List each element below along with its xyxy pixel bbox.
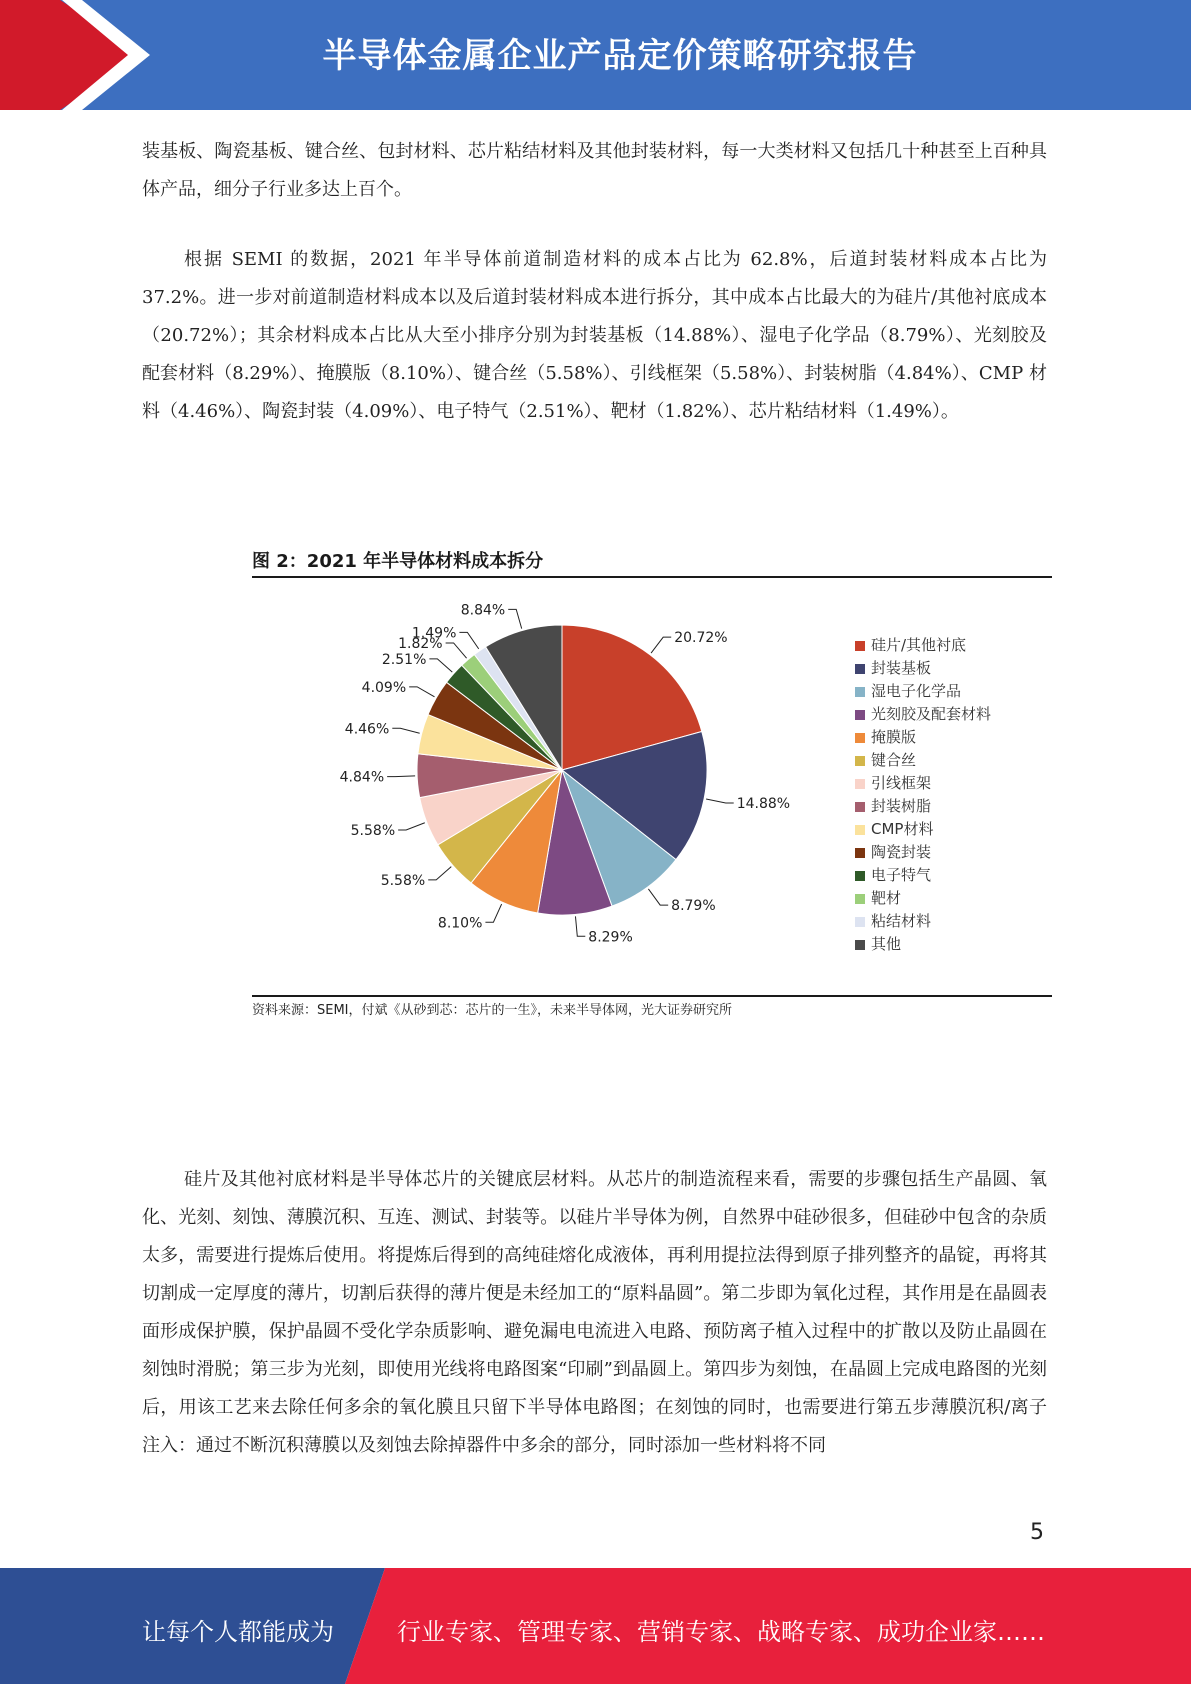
pie-leader-line [651,637,671,653]
legend-swatch [855,687,865,697]
pie-data-label: 5.58% [380,872,426,889]
pie-leader-line [392,728,419,733]
paragraph-3: 硅片及其他衬底材料是半导体芯片的关键底层材料。从芯片的制造流程来看，需要的步骤包括生产晶圆、氧化、光刻、刻蚀、薄膜沉积、互连、测试、封装等。以硅片半导体为例，自然界中硅砂很多，但硅砂中包含的杂质太多，需要进行提炼后使用。将提炼后得到的高纯硅熔化成液体，再利用提拉法得到原子排列整齐的晶锭，再将其切割成一定厚度的薄片，切割后获得的薄片便是未经加工的“原料晶圆”。第二步即为氧化过程，其作用是在晶圆表面形成保护膜，保护晶圆不受化学杂质影响、避免漏电电流进入电路、预防离子植入过程中的扩散以及防止晶圆在刻蚀时滑脱；第三步为光刻，即使用光线将电路图案“印刷”到晶圆上。第四步为刻蚀，在晶圆上完成电路图的光刻后，用该工艺来去除任何多余的氧化膜且只留下半导体电路图；在刻蚀的同时，也需要进行第五步薄膜沉积/离子注入：通过不断沉积薄膜以及刻蚀去除掉器件中多余的部分，同时添加一些材料将不同 [142,1169,1047,1456]
legend-swatch [855,779,865,789]
pie-leader-line [575,916,585,936]
header-red-arrow [0,0,145,110]
legend-label: 湿电子化学品 [871,682,962,700]
legend-item [855,634,991,657]
figure-title: 图 2：2021 年半导体材料成本拆分 [252,551,544,572]
pie-leader-line [648,889,668,905]
pie-leader-line [387,776,415,777]
legend-swatch [855,917,865,927]
pie-data-label: 8.79% [671,898,716,915]
legend-item [855,818,991,841]
legend-item [855,933,991,956]
legend-swatch [855,825,865,835]
document-title: 半导体金属企业产品定价策略研究报告 [322,36,918,76]
legend-item [855,841,991,864]
legend-swatch [855,733,865,743]
legend-item [855,749,991,772]
pie-data-label: 4.84% [339,769,385,786]
pie-data-label: 8.29% [588,929,633,946]
legend-item [855,726,991,749]
legend-item [855,910,991,933]
pie-data-label: 2.51% [381,651,427,668]
chart-legend [855,634,991,956]
pie-data-label: 1.82% [398,635,443,652]
legend-swatch [855,894,865,904]
page-header [0,0,1191,110]
page-footer [0,1568,1191,1684]
legend-swatch [855,848,865,858]
legend-label: 键合丝 [871,751,917,769]
legend-swatch [855,871,865,881]
legend-swatch [855,664,865,674]
legend-label: 其他 [871,935,902,953]
paragraph-1: 装基板、陶瓷基板、键合丝、包封材料、芯片粘结材料及其他封装材料，每一大类材料又包括几十种甚至上百种具体产品，细分子行业多达上百个。 [142,141,1047,200]
pie-leader-line [706,799,734,803]
pie-data-label: 1.49% [411,625,457,642]
legend-item [855,887,991,910]
pie-leader-line [398,823,425,830]
pie-leader-line [429,659,452,672]
legend-label: 电子特气 [871,866,932,884]
legend-label: 封装基板 [871,659,932,677]
pie-leader-line [409,687,434,697]
legend-label: 封装树脂 [871,797,932,815]
pie-leader-line [428,867,451,880]
legend-item [855,657,991,680]
legend-label: CMP材料 [871,820,934,838]
pie-data-label: 20.72% [674,630,728,647]
paragraph-2: 根据 SEMI 的数据，2021 年半导体前道制造材料的成本占比为 62.8%，后道封装材料成本占比为 37.2%。进一步对前道制造材料成本以及后道封装材料成本进行拆分，其中成本占比最大的为硅片/其他衬底成本（20.72%）；其余材料成本占比从大至小排序分别为封装基板（14.88%）、湿电子化学品（8.79%）、光刻胶及配套材料（8.29%）、掩膜版（8.10%）、键合丝（5.58%）、引线框架（5.58%）、封装树脂（4.84%）、CMP 材料（4.46%）、陶瓷封装（4.09%）、电子特气（2.51%）、靶材（1.82%）、芯片粘结材料（1.49%）。 [142,249,1047,422]
legend-swatch [855,641,865,651]
legend-item [855,703,991,726]
pie-leader-line [508,609,521,628]
legend-swatch [855,710,865,720]
legend-label: 光刻胶及配套材料 [871,705,992,723]
pie-data-label: 8.84% [460,602,506,619]
pie-chart [252,590,852,990]
figure-top-rule [252,576,1052,578]
figure-source: 资料来源：SEMI，付斌《从砂到芯：芯片的一生》，未来半导体网，光大证券研究所 [252,1003,733,1018]
legend-item [855,795,991,818]
legend-item [855,864,991,887]
pie-data-label: 5.58% [350,822,396,839]
legend-label: 掩膜版 [871,728,917,746]
legend-swatch [855,940,865,950]
legend-swatch [855,802,865,812]
pie-data-label: 8.10% [437,915,483,932]
pie-data-label: 14.88% [736,795,791,812]
pie-leader-line [446,643,467,658]
legend-label: 粘结材料 [871,912,932,930]
legend-item [855,772,991,795]
figure-bottom-rule [252,995,1052,997]
footer-slogan-right: 行业专家、管理专家、营销专家、战略专家、成功企业家…… [397,1618,1045,1646]
pie-data-label: 4.09% [361,679,407,696]
pie-leader-line [459,632,478,648]
legend-label: 靶材 [871,889,902,907]
legend-label: 引线框架 [871,774,932,792]
legend-item [855,680,991,703]
pie-leader-line [485,904,501,922]
pie-data-label: 4.46% [344,721,390,738]
page-number: 5 [1030,1520,1044,1545]
legend-swatch [855,756,865,766]
legend-label: 硅片/其他衬底 [871,636,967,654]
legend-label: 陶瓷封装 [871,843,932,861]
footer-slogan-left: 让每个人都能成为 [142,1618,334,1646]
